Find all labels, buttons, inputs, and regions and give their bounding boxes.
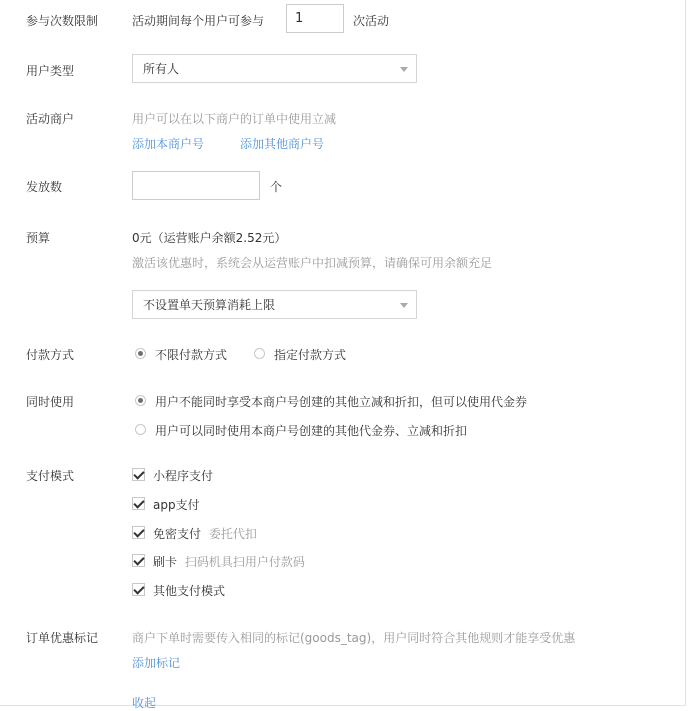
issue-count-input[interactable]: [132, 171, 260, 200]
participation-count-input[interactable]: [286, 4, 344, 33]
pay-mode-option-mini-program[interactable]: [153, 467, 213, 484]
payment-method-radio-specified[interactable]: [254, 348, 265, 359]
payment-method-option-specified[interactable]: 指定付款方式: [274, 348, 347, 362]
pay-mode-label: 支付模式: [26, 469, 75, 483]
pay-mode-name: 免密支付: [153, 527, 202, 541]
add-tag-link[interactable]: 添加标记: [132, 656, 181, 670]
user-type-selected: 所有人: [143, 62, 180, 76]
concurrent-use-radio-stackable[interactable]: [135, 424, 146, 435]
budget-note: 激活该优惠时，系统会从运营账户中扣减预算，请确保可用余额充足: [132, 256, 493, 270]
pay-mode-name: app支付: [153, 498, 200, 512]
concurrent-use-option-exclusive[interactable]: 用户不能同时享受本商户号创建的其他立减和折扣，但可以使用代金券: [155, 395, 528, 409]
participation-prefix: 活动期间每个用户可参与: [132, 14, 265, 28]
participation-suffix: 次活动: [353, 14, 390, 28]
payment-method-option-unlimited[interactable]: 不限付款方式: [155, 348, 228, 362]
pay-mode-sub: 委托代扣: [208, 527, 257, 541]
order-tag-description: 商户下单时需要传入相同的标记(goods_tag)，用户同时符合其他规则才能享受优惠: [132, 631, 576, 645]
issue-count-unit: 个: [270, 180, 283, 194]
concurrent-use-label: 同时使用: [26, 395, 75, 409]
user-type-label: 用户类型: [26, 64, 75, 78]
daily-budget-limit-select[interactable]: [132, 290, 417, 319]
payment-method-radio-unlimited[interactable]: [135, 348, 146, 359]
participation-count-value: 1: [295, 11, 304, 26]
pay-mode-option-password-free[interactable]: [153, 525, 257, 542]
merchant-description: 用户可以在以下商户的订单中使用立减: [132, 112, 337, 126]
pay-mode-option-other[interactable]: [153, 582, 225, 599]
user-type-select[interactable]: [132, 54, 417, 83]
budget-label: 预算: [26, 231, 51, 245]
pay-mode-checkbox-mini-program[interactable]: [132, 468, 145, 481]
pay-mode-option-card-swipe[interactable]: [153, 553, 305, 570]
pay-mode-checkbox-app[interactable]: [132, 497, 145, 510]
pay-mode-option-app[interactable]: [153, 496, 200, 513]
merchant-label: 活动商户: [26, 112, 75, 126]
chevron-down-icon: [400, 67, 408, 72]
chevron-down-icon: [400, 303, 408, 308]
pay-mode-name: 刷卡: [153, 555, 178, 569]
pay-mode-checkbox-other[interactable]: [132, 583, 145, 596]
add-this-merchant-link[interactable]: 添加本商户号: [132, 137, 205, 151]
pay-mode-checkbox-card-swipe[interactable]: [132, 554, 145, 567]
order-tag-label: 订单优惠标记: [26, 631, 99, 645]
pay-mode-checkbox-password-free[interactable]: [132, 526, 145, 539]
pay-mode-name: 小程序支付: [153, 469, 214, 483]
payment-method-label: 付款方式: [26, 348, 75, 362]
daily-budget-limit-selected: 不设置单天预算消耗上限: [143, 298, 276, 312]
concurrent-use-option-stackable[interactable]: 用户可以同时使用本商户号创建的其他代金券、立减和折扣: [155, 424, 468, 438]
pay-mode-name: 其他支付模式: [153, 584, 226, 598]
participation-label: 参与次数限制: [26, 14, 99, 28]
concurrent-use-radio-exclusive[interactable]: [135, 395, 146, 406]
issue-count-label: 发放数: [26, 180, 63, 194]
budget-amount: 0元（运营账户余额2.52元）: [132, 231, 287, 245]
add-other-merchant-link[interactable]: 添加其他商户号: [240, 137, 325, 151]
pay-mode-sub: 扫码机具扫用户付款码: [184, 555, 305, 569]
collapse-link[interactable]: 收起: [132, 696, 157, 710]
